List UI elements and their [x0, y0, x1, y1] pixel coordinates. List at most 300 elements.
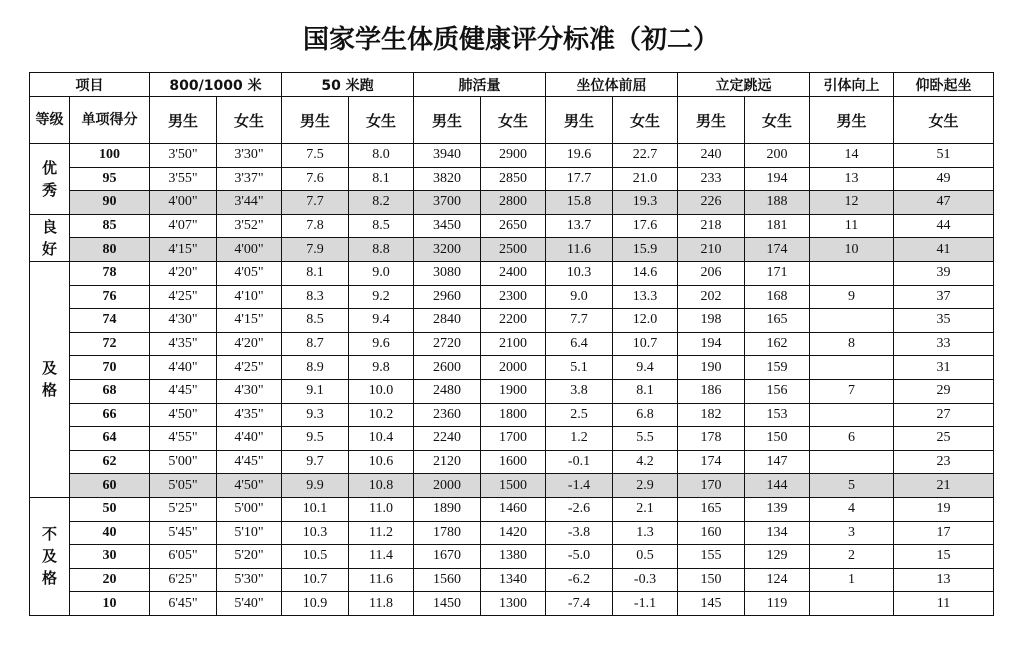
male-jump-cell: 186	[678, 379, 745, 403]
female-sit-reach-cell: 4.2	[613, 450, 678, 474]
female-jump-cell: 124	[745, 568, 810, 592]
female-jump-cell: 139	[745, 497, 810, 521]
table-row	[30, 285, 994, 309]
header-male: 男生	[678, 97, 745, 144]
pullup-cell: 6	[810, 427, 894, 451]
score-cell: 66	[70, 403, 150, 427]
pullup-cell: 9	[810, 285, 894, 309]
male-vital-cell: 1670	[414, 545, 481, 569]
f800-cell: 4'45"	[217, 450, 282, 474]
female-jump-cell: 194	[745, 167, 810, 191]
pullup-cell	[810, 309, 894, 333]
female-vital-cell: 2400	[481, 261, 546, 285]
male-vital-cell: 2600	[414, 356, 481, 380]
female-vital-cell: 2300	[481, 285, 546, 309]
female-jump-cell: 171	[745, 261, 810, 285]
header-female: 女生	[745, 97, 810, 144]
situp-cell: 39	[894, 261, 994, 285]
m800-cell: 5'45"	[150, 521, 217, 545]
pullup-cell: 4	[810, 497, 894, 521]
female-sit-reach-cell: 14.6	[613, 261, 678, 285]
male-sit-reach-cell: 11.6	[546, 238, 613, 262]
m50-cell: 7.5	[282, 144, 349, 168]
female-vital-cell: 2650	[481, 214, 546, 238]
situp-cell: 41	[894, 238, 994, 262]
male-sit-reach-cell: 6.4	[546, 332, 613, 356]
male-vital-cell: 1890	[414, 497, 481, 521]
male-vital-cell: 2960	[414, 285, 481, 309]
f50-cell: 9.0	[349, 261, 414, 285]
f800-cell: 3'52"	[217, 214, 282, 238]
f50-cell: 9.6	[349, 332, 414, 356]
female-sit-reach-cell: 13.3	[613, 285, 678, 309]
female-vital-cell: 1300	[481, 592, 546, 616]
male-vital-cell: 2720	[414, 332, 481, 356]
f50-cell: 10.2	[349, 403, 414, 427]
f800-cell: 4'30"	[217, 379, 282, 403]
female-sit-reach-cell: 6.8	[613, 403, 678, 427]
table-row	[30, 332, 994, 356]
pullup-cell: 10	[810, 238, 894, 262]
female-sit-reach-cell: 21.0	[613, 167, 678, 191]
female-vital-cell: 2100	[481, 332, 546, 356]
f50-cell: 11.8	[349, 592, 414, 616]
female-vital-cell: 1460	[481, 497, 546, 521]
male-sit-reach-cell: 10.3	[546, 261, 613, 285]
m800-cell: 6'05"	[150, 545, 217, 569]
male-jump-cell: 233	[678, 167, 745, 191]
f800-cell: 3'44"	[217, 191, 282, 215]
pullup-cell: 11	[810, 214, 894, 238]
m50-cell: 8.3	[282, 285, 349, 309]
pullup-cell: 8	[810, 332, 894, 356]
pullup-cell	[810, 450, 894, 474]
female-jump-cell: 150	[745, 427, 810, 451]
pullup-cell	[810, 356, 894, 380]
male-vital-cell: 2480	[414, 379, 481, 403]
header-male: 男生	[414, 97, 481, 144]
male-vital-cell: 2840	[414, 309, 481, 333]
f800-cell: 5'00"	[217, 497, 282, 521]
header-female: 女生	[894, 97, 994, 144]
f50-cell: 8.0	[349, 144, 414, 168]
male-sit-reach-cell: -3.8	[546, 521, 613, 545]
f800-cell: 4'10"	[217, 285, 282, 309]
situp-cell: 19	[894, 497, 994, 521]
grade-pass: 及 格	[30, 261, 70, 497]
table-row	[30, 474, 994, 498]
pullup-cell: 12	[810, 191, 894, 215]
male-vital-cell: 3940	[414, 144, 481, 168]
f50-cell: 11.2	[349, 521, 414, 545]
male-vital-cell: 3700	[414, 191, 481, 215]
table-row	[30, 356, 994, 380]
male-vital-cell: 1560	[414, 568, 481, 592]
female-jump-cell: 168	[745, 285, 810, 309]
m800-cell: 5'05"	[150, 474, 217, 498]
female-jump-cell: 144	[745, 474, 810, 498]
situp-cell: 29	[894, 379, 994, 403]
grade-excellent: 优 秀	[30, 144, 70, 215]
situp-cell: 23	[894, 450, 994, 474]
m800-cell: 4'00"	[150, 191, 217, 215]
situp-cell: 35	[894, 309, 994, 333]
male-sit-reach-cell: 9.0	[546, 285, 613, 309]
male-jump-cell: 206	[678, 261, 745, 285]
male-sit-reach-cell: 13.7	[546, 214, 613, 238]
f800-cell: 5'40"	[217, 592, 282, 616]
f800-cell: 4'50"	[217, 474, 282, 498]
female-sit-reach-cell: 10.7	[613, 332, 678, 356]
m50-cell: 10.7	[282, 568, 349, 592]
m800-cell: 5'00"	[150, 450, 217, 474]
female-jump-cell: 200	[745, 144, 810, 168]
table-row	[30, 568, 994, 592]
score-cell: 74	[70, 309, 150, 333]
female-jump-cell: 134	[745, 521, 810, 545]
header-male: 男生	[546, 97, 613, 144]
male-sit-reach-cell: 7.7	[546, 309, 613, 333]
female-jump-cell: 159	[745, 356, 810, 380]
situp-cell: 17	[894, 521, 994, 545]
male-vital-cell: 3820	[414, 167, 481, 191]
f800-cell: 5'30"	[217, 568, 282, 592]
female-jump-cell: 156	[745, 379, 810, 403]
f800-cell: 3'37"	[217, 167, 282, 191]
header-female: 女生	[217, 97, 282, 144]
header-grade: 等级	[30, 97, 70, 144]
male-vital-cell: 1450	[414, 592, 481, 616]
f50-cell: 10.6	[349, 450, 414, 474]
header-item: 项目	[30, 73, 150, 97]
female-sit-reach-cell: 0.5	[613, 545, 678, 569]
male-sit-reach-cell: -1.4	[546, 474, 613, 498]
score-cell: 100	[70, 144, 150, 168]
f50-cell: 10.8	[349, 474, 414, 498]
male-jump-cell: 210	[678, 238, 745, 262]
header-situp: 仰卧起坐	[894, 73, 994, 97]
male-sit-reach-cell: 2.5	[546, 403, 613, 427]
score-cell: 62	[70, 450, 150, 474]
male-vital-cell: 1780	[414, 521, 481, 545]
pullup-cell	[810, 261, 894, 285]
m800-cell: 4'20"	[150, 261, 217, 285]
table-row	[30, 191, 994, 215]
m50-cell: 8.9	[282, 356, 349, 380]
table-row	[30, 450, 994, 474]
male-sit-reach-cell: -6.2	[546, 568, 613, 592]
m50-cell: 10.3	[282, 521, 349, 545]
female-vital-cell: 1380	[481, 545, 546, 569]
male-jump-cell: 155	[678, 545, 745, 569]
score-cell: 64	[70, 427, 150, 451]
female-sit-reach-cell: 9.4	[613, 356, 678, 380]
f50-cell: 10.4	[349, 427, 414, 451]
m800-cell: 5'25"	[150, 497, 217, 521]
score-cell: 80	[70, 238, 150, 262]
male-jump-cell: 178	[678, 427, 745, 451]
male-jump-cell: 218	[678, 214, 745, 238]
female-jump-cell: 129	[745, 545, 810, 569]
f50-cell: 8.8	[349, 238, 414, 262]
m800-cell: 4'25"	[150, 285, 217, 309]
table-row	[30, 261, 994, 285]
female-sit-reach-cell: 8.1	[613, 379, 678, 403]
male-vital-cell: 2120	[414, 450, 481, 474]
female-jump-cell: 181	[745, 214, 810, 238]
female-jump-cell: 119	[745, 592, 810, 616]
situp-cell: 44	[894, 214, 994, 238]
pullup-cell: 13	[810, 167, 894, 191]
score-cell: 78	[70, 261, 150, 285]
female-sit-reach-cell: 2.9	[613, 474, 678, 498]
f50-cell: 9.4	[349, 309, 414, 333]
male-sit-reach-cell: -7.4	[546, 592, 613, 616]
m50-cell: 7.9	[282, 238, 349, 262]
female-vital-cell: 1700	[481, 427, 546, 451]
header-vital-capacity: 肺活量	[414, 73, 546, 97]
male-jump-cell: 194	[678, 332, 745, 356]
situp-cell: 33	[894, 332, 994, 356]
f800-cell: 3'30"	[217, 144, 282, 168]
score-cell: 30	[70, 545, 150, 569]
table-row	[30, 309, 994, 333]
header-pullup: 引体向上	[810, 73, 894, 97]
male-sit-reach-cell: 17.7	[546, 167, 613, 191]
male-sit-reach-cell: 3.8	[546, 379, 613, 403]
male-jump-cell: 165	[678, 497, 745, 521]
m50-cell: 9.5	[282, 427, 349, 451]
m800-cell: 6'25"	[150, 568, 217, 592]
female-jump-cell: 153	[745, 403, 810, 427]
situp-cell: 21	[894, 474, 994, 498]
female-jump-cell: 165	[745, 309, 810, 333]
m50-cell: 9.3	[282, 403, 349, 427]
female-sit-reach-cell: 15.9	[613, 238, 678, 262]
female-vital-cell: 1600	[481, 450, 546, 474]
header-score: 单项得分	[70, 97, 150, 144]
table-row	[30, 144, 994, 168]
f50-cell: 10.0	[349, 379, 414, 403]
female-vital-cell: 2000	[481, 356, 546, 380]
f50-cell: 8.1	[349, 167, 414, 191]
female-vital-cell: 1340	[481, 568, 546, 592]
female-jump-cell: 147	[745, 450, 810, 474]
header-standing-jump: 立定跳远	[678, 73, 810, 97]
table-row	[30, 497, 994, 521]
situp-cell: 27	[894, 403, 994, 427]
score-cell: 68	[70, 379, 150, 403]
pullup-cell	[810, 592, 894, 616]
pullup-cell: 3	[810, 521, 894, 545]
female-sit-reach-cell: 17.6	[613, 214, 678, 238]
female-vital-cell: 2200	[481, 309, 546, 333]
f800-cell: 4'00"	[217, 238, 282, 262]
m50-cell: 10.5	[282, 545, 349, 569]
score-cell: 72	[70, 332, 150, 356]
m50-cell: 7.6	[282, 167, 349, 191]
female-sit-reach-cell: 5.5	[613, 427, 678, 451]
m800-cell: 4'40"	[150, 356, 217, 380]
male-jump-cell: 190	[678, 356, 745, 380]
header-male: 男生	[282, 97, 349, 144]
grade-good: 良 好	[30, 214, 70, 261]
header-male: 男生	[810, 97, 894, 144]
score-cell: 40	[70, 521, 150, 545]
male-jump-cell: 198	[678, 309, 745, 333]
pullup-cell: 14	[810, 144, 894, 168]
m800-cell: 3'55"	[150, 167, 217, 191]
male-sit-reach-cell: 1.2	[546, 427, 613, 451]
m50-cell: 8.1	[282, 261, 349, 285]
male-vital-cell: 2240	[414, 427, 481, 451]
female-vital-cell: 1420	[481, 521, 546, 545]
header-female: 女生	[613, 97, 678, 144]
pullup-cell: 1	[810, 568, 894, 592]
header-800-1000m: 800/1000 米	[150, 73, 282, 97]
male-vital-cell: 2360	[414, 403, 481, 427]
male-jump-cell: 182	[678, 403, 745, 427]
male-jump-cell: 145	[678, 592, 745, 616]
table-row	[30, 427, 994, 451]
male-vital-cell: 3080	[414, 261, 481, 285]
header-female: 女生	[349, 97, 414, 144]
male-vital-cell: 3200	[414, 238, 481, 262]
f50-cell: 9.2	[349, 285, 414, 309]
header-50m: 50 米跑	[282, 73, 414, 97]
female-sit-reach-cell: -0.3	[613, 568, 678, 592]
page-title: 国家学生体质健康评分标准（初二）	[302, 25, 719, 55]
f800-cell: 4'35"	[217, 403, 282, 427]
situp-cell: 31	[894, 356, 994, 380]
female-vital-cell: 1500	[481, 474, 546, 498]
female-vital-cell: 2500	[481, 238, 546, 262]
situp-cell: 13	[894, 568, 994, 592]
female-sit-reach-cell: 12.0	[613, 309, 678, 333]
m50-cell: 8.5	[282, 309, 349, 333]
grade-fail: 不 及 格	[30, 497, 70, 615]
male-sit-reach-cell: -2.6	[546, 497, 613, 521]
pullup-cell: 5	[810, 474, 894, 498]
male-jump-cell: 160	[678, 521, 745, 545]
table-row	[30, 592, 994, 616]
score-cell: 76	[70, 285, 150, 309]
table-row	[30, 521, 994, 545]
pullup-cell: 7	[810, 379, 894, 403]
male-sit-reach-cell: 5.1	[546, 356, 613, 380]
f800-cell: 4'20"	[217, 332, 282, 356]
female-jump-cell: 188	[745, 191, 810, 215]
f50-cell: 8.2	[349, 191, 414, 215]
score-cell: 85	[70, 214, 150, 238]
f800-cell: 4'25"	[217, 356, 282, 380]
m50-cell: 7.7	[282, 191, 349, 215]
m50-cell: 8.7	[282, 332, 349, 356]
situp-cell: 25	[894, 427, 994, 451]
female-sit-reach-cell: 19.3	[613, 191, 678, 215]
f800-cell: 5'10"	[217, 521, 282, 545]
male-sit-reach-cell: -5.0	[546, 545, 613, 569]
male-sit-reach-cell: 19.6	[546, 144, 613, 168]
male-jump-cell: 240	[678, 144, 745, 168]
female-sit-reach-cell: 22.7	[613, 144, 678, 168]
score-cell: 70	[70, 356, 150, 380]
f800-cell: 4'40"	[217, 427, 282, 451]
m800-cell: 4'30"	[150, 309, 217, 333]
female-sit-reach-cell: -1.1	[613, 592, 678, 616]
f50-cell: 8.5	[349, 214, 414, 238]
header-row-gender	[30, 97, 994, 144]
female-jump-cell: 162	[745, 332, 810, 356]
header-row-items	[30, 73, 994, 97]
female-jump-cell: 174	[745, 238, 810, 262]
female-vital-cell: 2800	[481, 191, 546, 215]
score-standard-table	[29, 72, 994, 616]
situp-cell: 37	[894, 285, 994, 309]
table-row	[30, 238, 994, 262]
score-cell: 20	[70, 568, 150, 592]
m800-cell: 4'50"	[150, 403, 217, 427]
f50-cell: 9.8	[349, 356, 414, 380]
pullup-cell	[810, 403, 894, 427]
f800-cell: 5'20"	[217, 545, 282, 569]
header-female: 女生	[481, 97, 546, 144]
situp-cell: 11	[894, 592, 994, 616]
m800-cell: 3'50"	[150, 144, 217, 168]
male-jump-cell: 226	[678, 191, 745, 215]
male-sit-reach-cell: -0.1	[546, 450, 613, 474]
male-sit-reach-cell: 15.8	[546, 191, 613, 215]
f50-cell: 11.0	[349, 497, 414, 521]
score-cell: 60	[70, 474, 150, 498]
male-jump-cell: 150	[678, 568, 745, 592]
f50-cell: 11.6	[349, 568, 414, 592]
f50-cell: 11.4	[349, 545, 414, 569]
m50-cell: 9.7	[282, 450, 349, 474]
situp-cell: 47	[894, 191, 994, 215]
male-jump-cell: 174	[678, 450, 745, 474]
male-jump-cell: 202	[678, 285, 745, 309]
table-row	[30, 403, 994, 427]
m50-cell: 7.8	[282, 214, 349, 238]
f800-cell: 4'15"	[217, 309, 282, 333]
m800-cell: 4'35"	[150, 332, 217, 356]
table-row	[30, 545, 994, 569]
m800-cell: 4'55"	[150, 427, 217, 451]
situp-cell: 51	[894, 144, 994, 168]
m800-cell: 4'07"	[150, 214, 217, 238]
situp-cell: 49	[894, 167, 994, 191]
situp-cell: 15	[894, 545, 994, 569]
score-cell: 50	[70, 497, 150, 521]
male-jump-cell: 170	[678, 474, 745, 498]
table-row	[30, 214, 994, 238]
female-sit-reach-cell: 2.1	[613, 497, 678, 521]
m800-cell: 4'45"	[150, 379, 217, 403]
table-row	[30, 379, 994, 403]
table-body	[30, 144, 994, 616]
female-vital-cell: 1900	[481, 379, 546, 403]
male-vital-cell: 3450	[414, 214, 481, 238]
female-vital-cell: 1800	[481, 403, 546, 427]
male-vital-cell: 2000	[414, 474, 481, 498]
m50-cell: 9.1	[282, 379, 349, 403]
f800-cell: 4'05"	[217, 261, 282, 285]
m50-cell: 10.1	[282, 497, 349, 521]
header-sit-and-reach: 坐位体前屈	[546, 73, 678, 97]
female-vital-cell: 2900	[481, 144, 546, 168]
m800-cell: 6'45"	[150, 592, 217, 616]
